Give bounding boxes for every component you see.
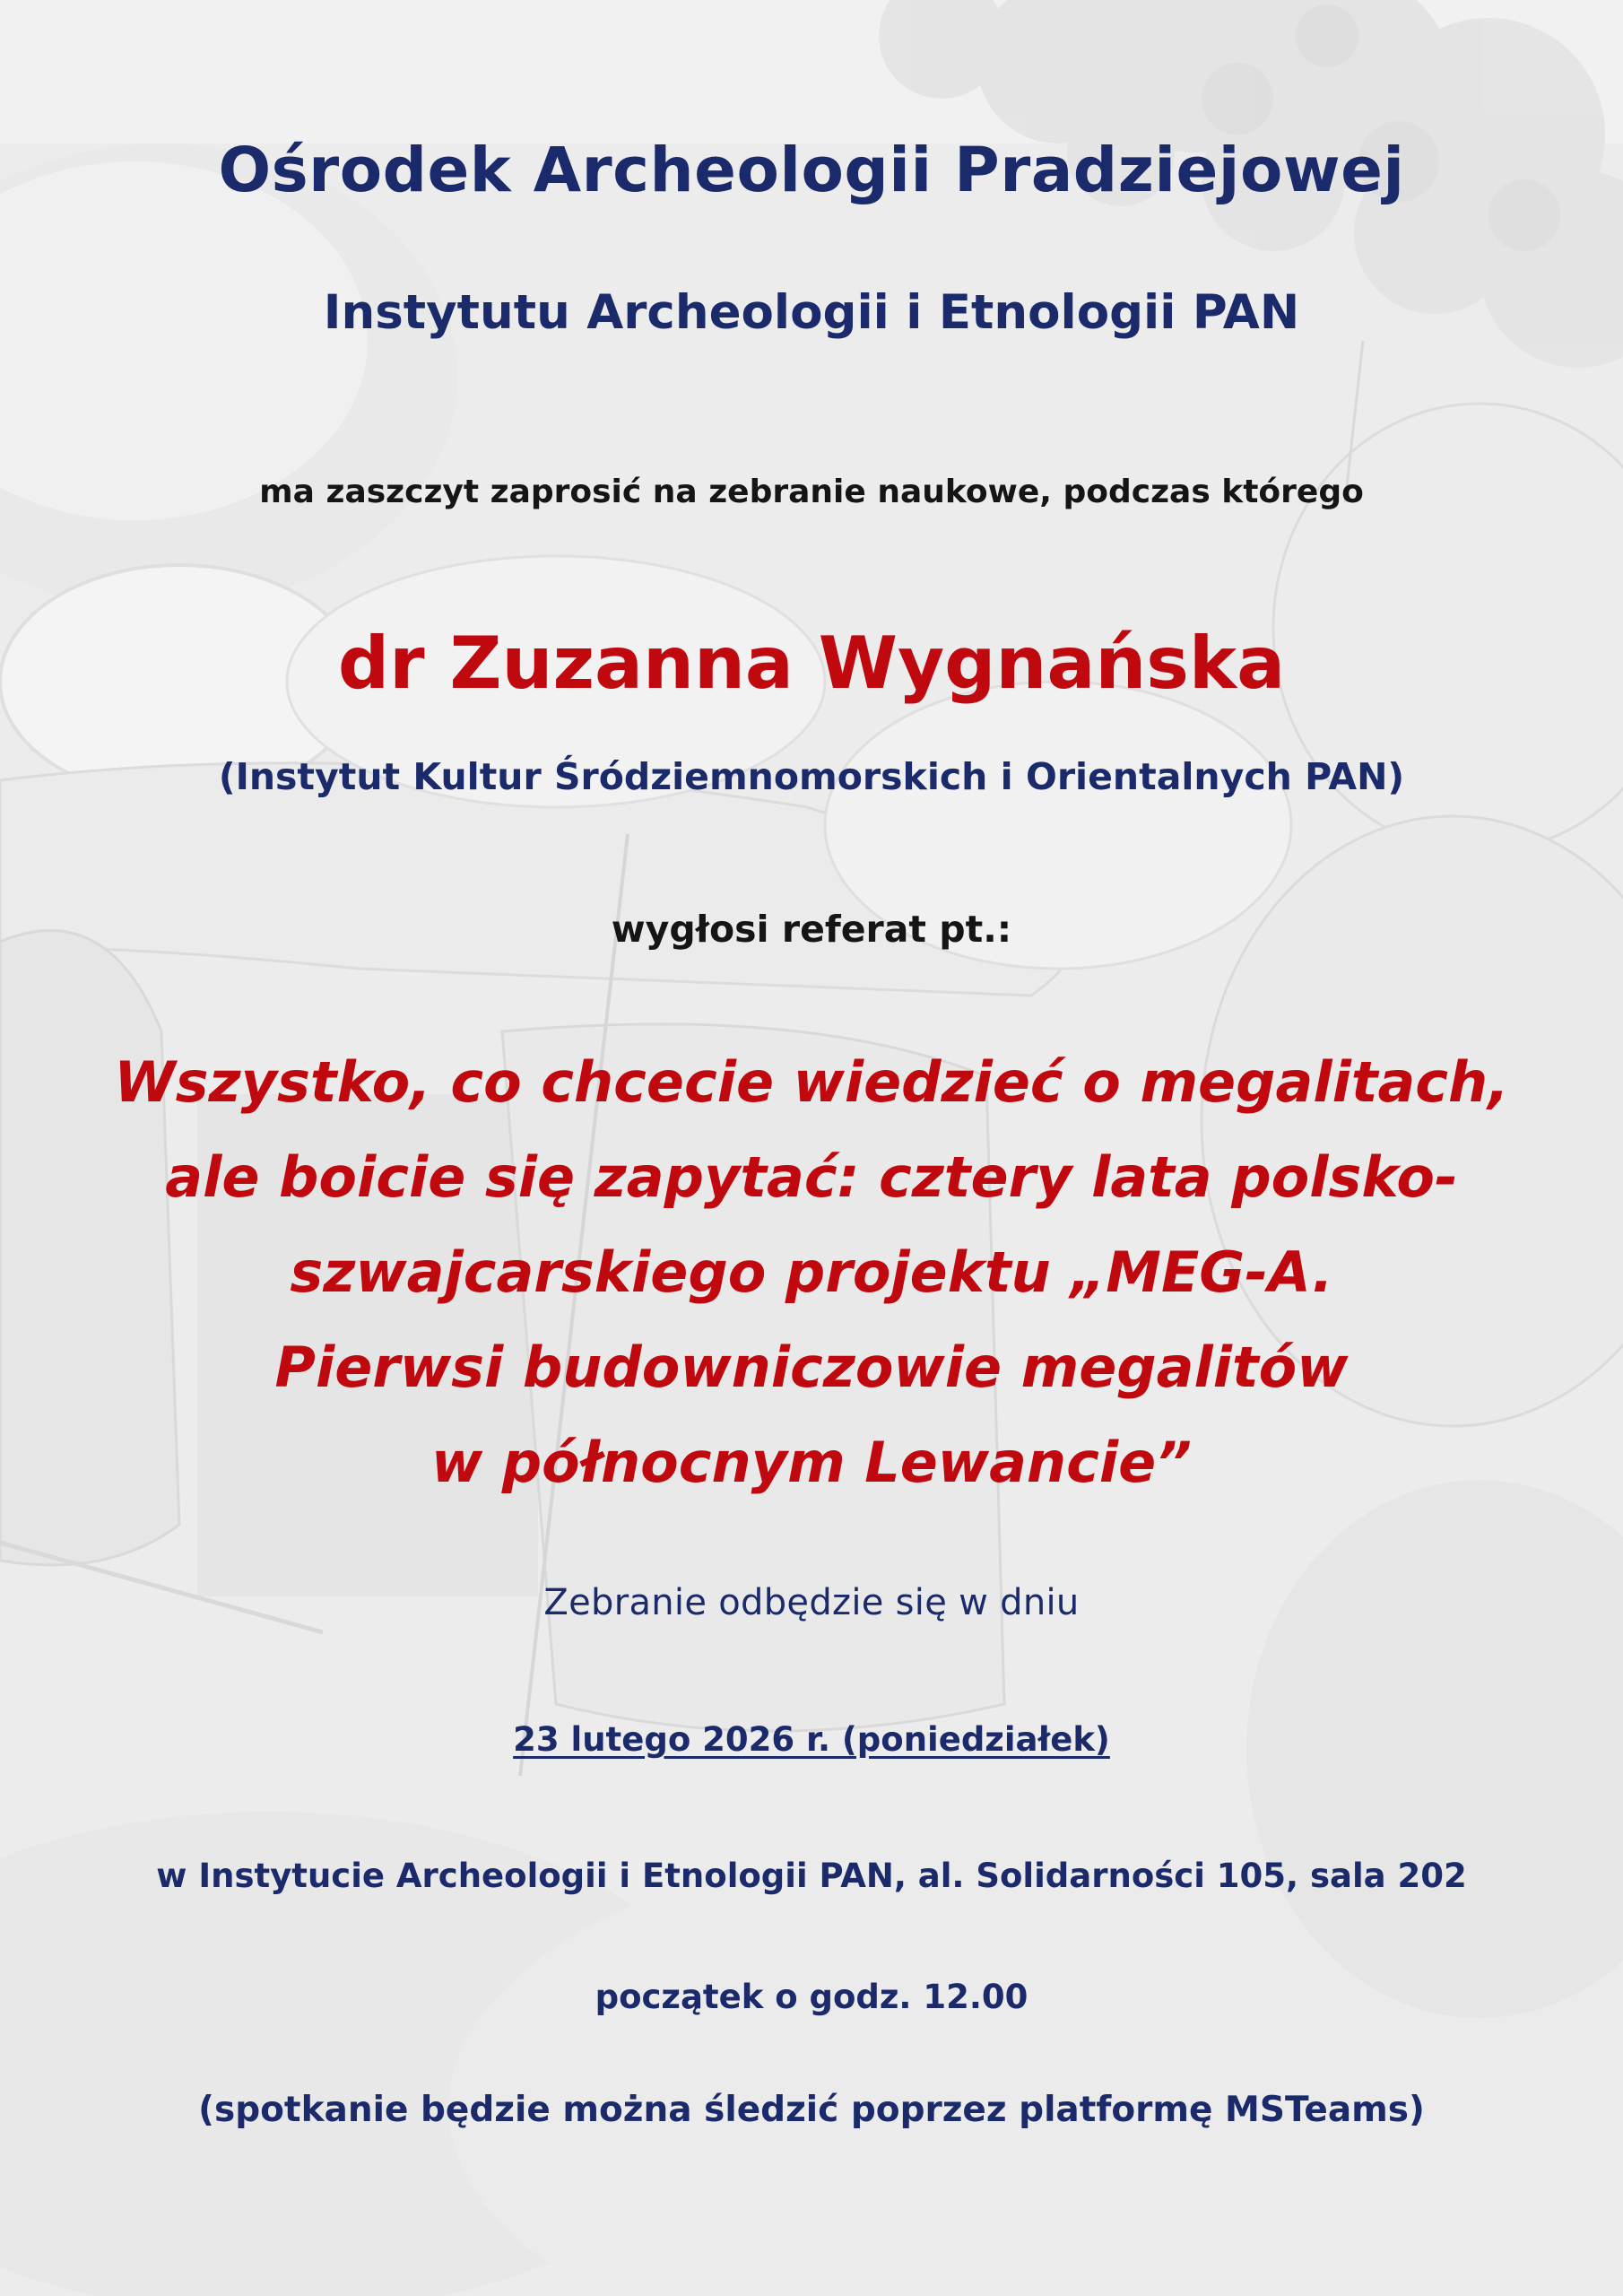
lecture-intro: wygłosi referat pt.: — [611, 908, 1012, 951]
speaker-affiliation: (Instytut Kultur Śródziemnomorskich i Orientalnych PAN) — [218, 755, 1405, 798]
streaming-note: (spotkanie będzie można śledzić poprzez platformę MSTeams) — [198, 2090, 1425, 2130]
talk-title-line: Wszystko, co chcecie wiedzieć o megalitach, — [114, 1049, 1509, 1115]
institute-subname: Instytutu Archeologii i Etnologii PAN — [323, 285, 1300, 340]
talk-title-line: Pierwsi budowniczowie megalitów — [274, 1335, 1349, 1400]
talk-title-line: szwajcarskiego projektu „MEG-A. — [290, 1239, 1333, 1305]
speaker-name: dr Zuzanna Wygnańska — [337, 622, 1286, 705]
talk-title — [0, 1048, 1623, 1523]
invitation-text: ma zaszczyt zaprosić na zebranie naukowe, podczas którego — [259, 474, 1364, 510]
talk-title-line: ale boicie się zapytać: cztery lata polsko- — [165, 1144, 1458, 1210]
talk-title-line: w północnym Lewancie” — [430, 1430, 1193, 1495]
meeting-date: 23 lutego 2026 r. (poniedziałek) — [513, 1720, 1110, 1759]
institute-name: Ośrodek Archeologii Pradziejowej — [218, 135, 1405, 206]
meeting-location: w Instytucie Archeologii i Etnologii PAN, al. Solidarności 105, sala 202 — [156, 1857, 1467, 1895]
meeting-intro: Zebranie odbędzie się w dniu — [543, 1582, 1080, 1623]
meeting-time: początek o godz. 12.00 — [595, 1978, 1028, 2016]
